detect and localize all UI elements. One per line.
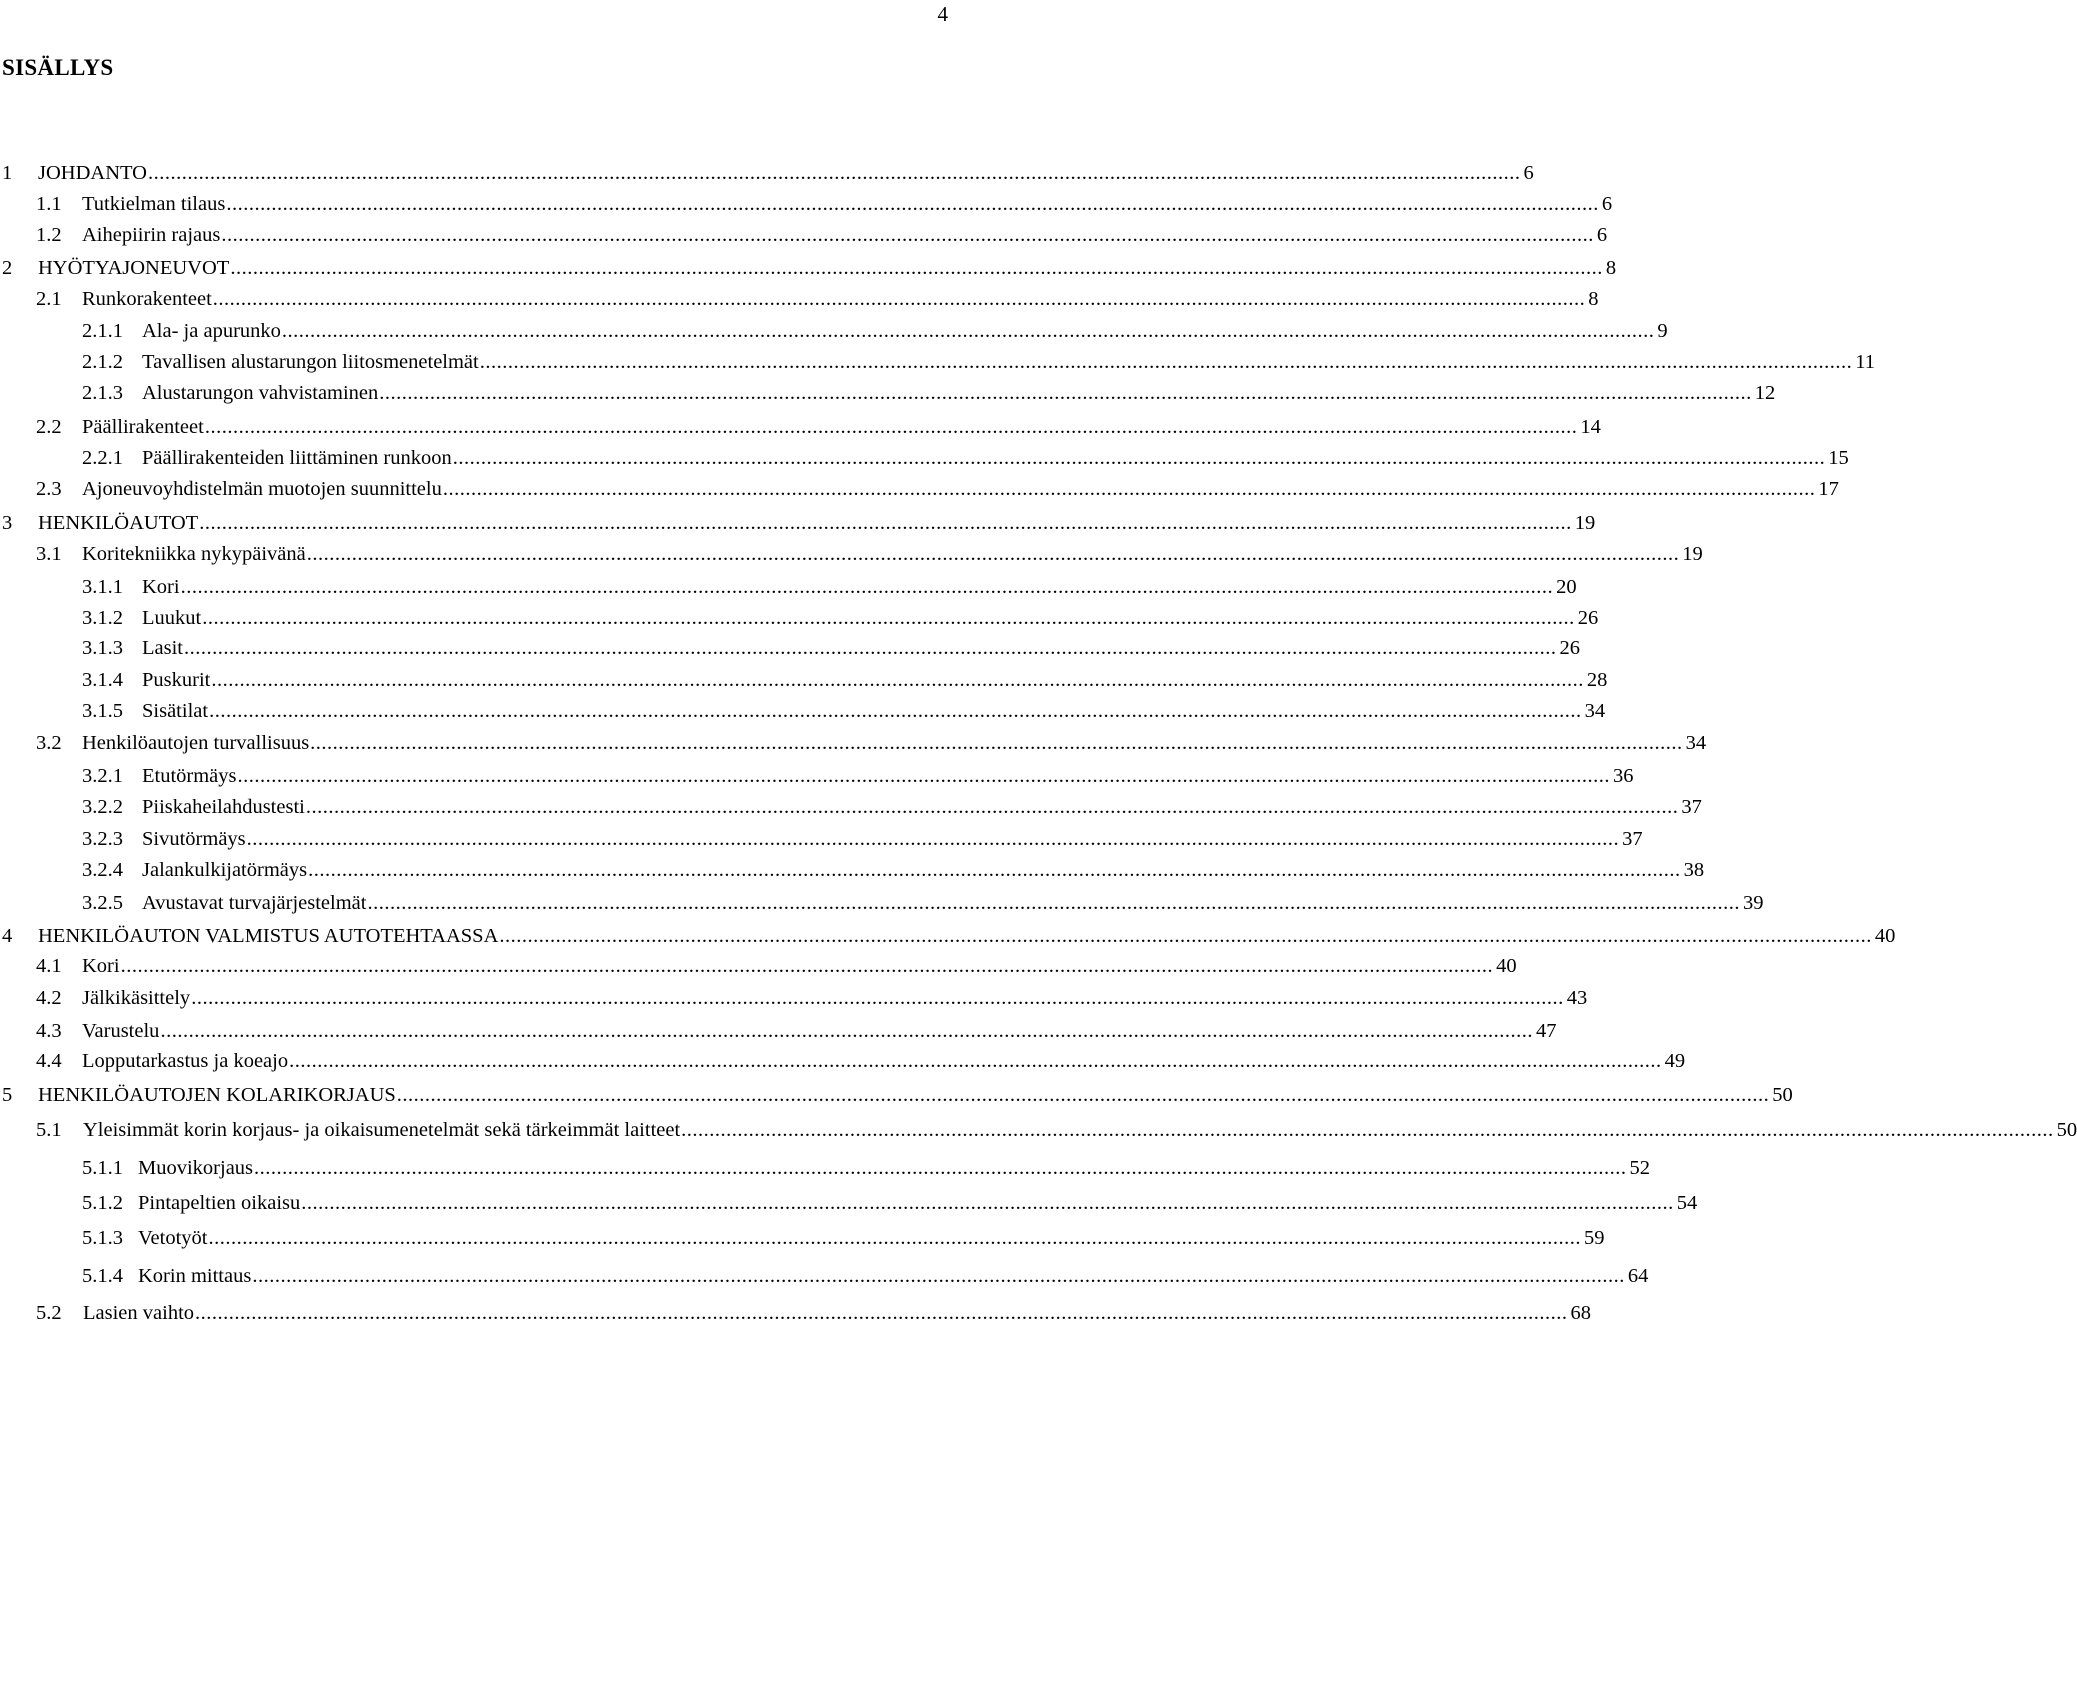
toc-entry-page: 6 bbox=[1601, 193, 1613, 215]
toc-entry-page: 11 bbox=[1855, 351, 1875, 373]
toc-entry-page: 40 bbox=[1874, 925, 1896, 947]
toc-entry-title: Henkilöautojen turvallisuus bbox=[82, 732, 310, 754]
toc-entry-leader-dots: .................................................................................................................................................................................................................................................... bbox=[254, 1157, 1627, 1179]
toc-entry-page: 19 bbox=[1682, 543, 1703, 565]
toc-entry-page: 8 bbox=[1605, 257, 1617, 279]
toc-entry-leader-dots: .................................................................................................................................................................................................................................................... bbox=[289, 1050, 1662, 1072]
toc-entry-page: 68 bbox=[1570, 1302, 1592, 1324]
toc-entry-number: 3.2 bbox=[36, 732, 62, 754]
toc-entry-leader-dots: .................................................................................................................................................................................................................................................... bbox=[160, 1020, 1533, 1042]
toc-entry-page: 37 bbox=[1622, 828, 1643, 850]
toc-entry-leader-dots: .................................................................................................................................................................................................................................................... bbox=[452, 447, 1826, 469]
toc-entry-number: 4 bbox=[2, 925, 13, 947]
toc-entry-title: Pintapeltien oikaisu bbox=[138, 1192, 301, 1214]
toc-entry-leader-dots: .................................................................................................................................................................................................................................................... bbox=[221, 224, 1594, 246]
toc-entry-page: 26 bbox=[1577, 607, 1599, 629]
toc-entry-number: 4.2 bbox=[36, 987, 62, 1009]
toc-entry bbox=[82, 1223, 1605, 1253]
toc-entry-leader-dots: .................................................................................................................................................................................................................................................... bbox=[379, 382, 1752, 404]
toc-entry-title: Lopputarkastus ja koeajo bbox=[82, 1050, 289, 1072]
toc-entry bbox=[82, 1261, 1649, 1291]
toc-entry-page: 37 bbox=[1681, 796, 1702, 818]
toc-entry-leader-dots: .................................................................................................................................................................................................................................................... bbox=[212, 288, 1586, 310]
toc-entry-leader-dots: .................................................................................................................................................................................................................................................... bbox=[204, 416, 1578, 438]
toc-entry bbox=[36, 1298, 1592, 1328]
toc-entry bbox=[36, 284, 1599, 314]
toc-entry-number: 5.1.1 bbox=[82, 1157, 123, 1179]
toc-entry-page: 64 bbox=[1627, 1265, 1649, 1287]
toc-entry-title: Lasien vaihto bbox=[83, 1302, 195, 1324]
toc-entry bbox=[82, 603, 1599, 633]
toc-entry-title: Päällirakenteiden liittäminen runkoon bbox=[142, 447, 452, 469]
toc-entry-title: Koritekniikka nykypäivänä bbox=[82, 543, 306, 565]
toc-entry bbox=[82, 888, 1764, 918]
toc-entry-leader-dots: .................................................................................................................................................................................................................................................... bbox=[147, 162, 1521, 184]
toc-entry-number: 5.1.3 bbox=[82, 1227, 123, 1249]
toc-entry-leader-dots: .................................................................................................................................................................................................................................................... bbox=[367, 892, 1740, 914]
toc-entry-title: Yleisimmät korin korjaus- ja oikaisumenetelmät sekä tärkeimmät laitteet bbox=[83, 1119, 681, 1141]
toc-entry-title: Ajoneuvoyhdistelmän muotojen suunnittelu bbox=[82, 478, 442, 500]
toc-entry-number: 3.1 bbox=[36, 543, 62, 565]
toc-entry bbox=[36, 220, 1608, 250]
toc-entry-title: HYÖTYAJONEUVOT bbox=[38, 257, 230, 279]
toc-entry-number: 1.2 bbox=[36, 224, 62, 246]
toc-entry-number: 5.1 bbox=[36, 1119, 62, 1141]
toc-entry-leader-dots: .................................................................................................................................................................................................................................................... bbox=[442, 478, 1816, 500]
toc-entry bbox=[36, 189, 1613, 219]
toc-entry-title: Luukut bbox=[142, 607, 202, 629]
toc-entry-leader-dots: .................................................................................................................................................................................................................................................... bbox=[305, 796, 1679, 818]
toc-entry bbox=[36, 1115, 2077, 1145]
toc-entry-page: 8 bbox=[1588, 288, 1599, 310]
toc-entry-number: 3.2.4 bbox=[82, 859, 123, 881]
toc-entry-page: 49 bbox=[1664, 1050, 1686, 1072]
toc-entry-number: 3.1.3 bbox=[82, 637, 123, 659]
toc-entry-page: 50 bbox=[1772, 1084, 1793, 1106]
toc-entry-title: Lasit bbox=[142, 637, 183, 659]
toc-entry-title: Jälkikäsittely bbox=[82, 987, 191, 1009]
toc-entry-page: 9 bbox=[1657, 320, 1668, 342]
toc-entry bbox=[36, 983, 1588, 1013]
toc-entry-page: 39 bbox=[1742, 892, 1764, 914]
toc-entry-leader-dots: .................................................................................................................................................................................................................................................... bbox=[211, 669, 1584, 691]
toc-entry-number: 1.1 bbox=[36, 193, 62, 215]
toc-entry-page: 38 bbox=[1683, 859, 1705, 881]
toc-entry-page: 14 bbox=[1580, 416, 1601, 438]
toc-entry-number: 1 bbox=[2, 162, 13, 184]
toc-entry-page: 34 bbox=[1584, 700, 1606, 722]
toc-entry-leader-dots: .................................................................................................................................................................................................................................................... bbox=[191, 987, 1564, 1009]
toc-entry-page: 52 bbox=[1629, 1157, 1651, 1179]
toc-entry-number: 5.2 bbox=[36, 1302, 62, 1324]
toc-entry-title: Korin mittaus bbox=[138, 1265, 252, 1287]
toc-entry-page: 6 bbox=[1596, 224, 1608, 246]
toc-entry-number: 2.2 bbox=[36, 416, 62, 438]
toc-entry-title: Kori bbox=[82, 955, 120, 977]
toc-entry-page: 28 bbox=[1586, 669, 1608, 691]
toc-entry-title: Jalankulkijatörmäys bbox=[142, 859, 308, 881]
toc-entry-leader-dots: .................................................................................................................................................................................................................................................... bbox=[226, 193, 1599, 215]
toc-entry-leader-dots: .................................................................................................................................................................................................................................................... bbox=[252, 1265, 1625, 1287]
toc-entry bbox=[36, 951, 1517, 981]
toc-entry bbox=[82, 1153, 1651, 1183]
toc-entry-number: 5.1.4 bbox=[82, 1265, 123, 1287]
toc-entry-leader-dots: .................................................................................................................................................................................................................................................... bbox=[195, 1302, 1568, 1324]
toc-entry-leader-dots: .................................................................................................................................................................................................................................................... bbox=[184, 637, 1557, 659]
toc-entry bbox=[36, 539, 1703, 569]
toc-entry-page: 47 bbox=[1535, 1020, 1557, 1042]
toc-entry bbox=[82, 824, 1643, 854]
toc-entry-title: Kori bbox=[142, 576, 180, 598]
toc-entry-page: 36 bbox=[1613, 765, 1634, 787]
toc-entry-leader-dots: .................................................................................................................................................................................................................................................... bbox=[301, 1192, 1674, 1214]
toc-entry-title: Päällirakenteet bbox=[82, 416, 204, 438]
toc-entry-page: 20 bbox=[1556, 576, 1577, 598]
toc-entry-number: 2.1.1 bbox=[82, 320, 123, 342]
toc-entry-page: 34 bbox=[1685, 732, 1707, 754]
toc-entry-title: Vetotyöt bbox=[138, 1227, 208, 1249]
toc-entry bbox=[36, 412, 1601, 442]
toc-entry bbox=[82, 633, 1580, 663]
toc-entry-leader-dots: .................................................................................................................................................................................................................................................... bbox=[202, 607, 1575, 629]
toc-entry-title: Muovikorjaus bbox=[138, 1157, 254, 1179]
toc-entry bbox=[82, 572, 1577, 602]
toc-entry-number: 4.1 bbox=[36, 955, 62, 977]
toc-entry-number: 4.3 bbox=[36, 1020, 62, 1042]
toc-entry bbox=[2, 158, 1534, 188]
toc-entry-title: Puskurit bbox=[142, 669, 211, 691]
toc-entry-number: 3.1.1 bbox=[82, 576, 123, 598]
toc-entry-leader-dots: .................................................................................................................................................................................................................................................... bbox=[209, 700, 1582, 722]
toc-entry-title: Varustelu bbox=[82, 1020, 160, 1042]
toc-entry-number: 2.1.2 bbox=[82, 351, 123, 373]
toc-entry bbox=[82, 696, 1606, 726]
toc-entry-title: Ala- ja apurunko bbox=[142, 320, 281, 342]
toc-entry-number: 3.2.2 bbox=[82, 796, 123, 818]
toc-entry-page: 54 bbox=[1676, 1192, 1698, 1214]
toc-entry bbox=[2, 253, 1617, 283]
toc-entry-leader-dots: .................................................................................................................................................................................................................................................... bbox=[208, 1227, 1581, 1249]
toc-entry-leader-dots: .................................................................................................................................................................................................................................................... bbox=[681, 1119, 2054, 1141]
toc-entry-number: 2.1.3 bbox=[82, 382, 123, 404]
toc-entry-page: 43 bbox=[1566, 987, 1588, 1009]
toc-entry-leader-dots: .................................................................................................................................................................................................................................................... bbox=[479, 351, 1853, 373]
toc-entry-page: 59 bbox=[1583, 1227, 1605, 1249]
toc-entry-leader-dots: .................................................................................................................................................................................................................................................... bbox=[306, 543, 1680, 565]
toc-entry bbox=[82, 1188, 1698, 1218]
toc-entry-leader-dots: .................................................................................................................................................................................................................................................... bbox=[396, 1084, 1770, 1106]
toc-entry-leader-dots: .................................................................................................................................................................................................................................................... bbox=[281, 320, 1655, 342]
toc-entry-number: 2.2.1 bbox=[82, 447, 123, 469]
toc-entry bbox=[82, 665, 1608, 695]
toc-entry-number: 3.1.4 bbox=[82, 669, 123, 691]
toc-entry-page: 15 bbox=[1828, 447, 1849, 469]
toc-entry-page: 6 bbox=[1523, 162, 1534, 184]
toc-entry-leader-dots: .................................................................................................................................................................................................................................................... bbox=[230, 257, 1603, 279]
toc-entry-title: HENKILÖAUTON VALMISTUS AUTOTEHTAASSA bbox=[38, 925, 499, 947]
toc-entry-number: 3.1.5 bbox=[82, 700, 123, 722]
toc-entry-leader-dots: .................................................................................................................................................................................................................................................... bbox=[120, 955, 1494, 977]
toc-entry-page: 40 bbox=[1496, 955, 1517, 977]
toc-entry-leader-dots: .................................................................................................................................................................................................................................................... bbox=[310, 732, 1683, 754]
toc-entry-title: Tutkielman tilaus bbox=[82, 193, 226, 215]
toc-entry-title: Tavallisen alustarungon liitosmenetelmät bbox=[142, 351, 479, 373]
toc-entry-number: 5.1.2 bbox=[82, 1192, 123, 1214]
toc-entry-number: 3 bbox=[2, 512, 13, 534]
toc-entry-title: Piiskaheilahdustesti bbox=[142, 796, 305, 818]
toc-entry-page: 12 bbox=[1754, 382, 1776, 404]
toc-entry bbox=[2, 1080, 1793, 1110]
toc-entry-title: Alustarungon vahvistaminen bbox=[142, 382, 379, 404]
toc-entry bbox=[36, 1046, 1686, 1076]
toc-entry bbox=[82, 761, 1634, 791]
toc-entry-title: Sisätilat bbox=[142, 700, 209, 722]
toc-entry-number: 3.2.5 bbox=[82, 892, 123, 914]
toc-entry-title: Avustavat turvajärjestelmät bbox=[142, 892, 367, 914]
toc-entry-leader-dots: .................................................................................................................................................................................................................................................... bbox=[237, 765, 1611, 787]
toc-entry bbox=[82, 855, 1705, 885]
toc-entry-page: 50 bbox=[2056, 1119, 2077, 1141]
toc-entry-number: 2.3 bbox=[36, 478, 62, 500]
toc-entry-title: Etutörmäys bbox=[142, 765, 237, 787]
toc-entry-number: 3.2.1 bbox=[82, 765, 123, 787]
toc-entry bbox=[82, 378, 1776, 408]
toc-entry bbox=[36, 728, 1707, 758]
toc-entry-number: 3.1.2 bbox=[82, 607, 123, 629]
toc-entry bbox=[82, 443, 1849, 473]
toc-entry bbox=[36, 474, 1839, 504]
toc-entry-page: 26 bbox=[1559, 637, 1580, 659]
page-number: 4 bbox=[937, 2, 948, 26]
toc-entry-title: Aihepiirin rajaus bbox=[82, 224, 221, 246]
toc-entry bbox=[2, 508, 1596, 538]
toc-entry bbox=[82, 316, 1668, 346]
toc-entry-number: 4.4 bbox=[36, 1050, 62, 1072]
toc-entry-title: HENKILÖAUTOT bbox=[38, 512, 199, 534]
toc-entry bbox=[82, 792, 1702, 822]
toc-entry-leader-dots: .................................................................................................................................................................................................................................................... bbox=[180, 576, 1554, 598]
toc-entry-number: 5 bbox=[2, 1084, 13, 1106]
toc-entry-leader-dots: .................................................................................................................................................................................................................................................... bbox=[499, 925, 1872, 947]
toc-entry bbox=[82, 347, 1875, 377]
toc-entry-leader-dots: .................................................................................................................................................................................................................................................... bbox=[199, 512, 1572, 534]
toc-entry-title: JOHDANTO bbox=[38, 162, 147, 184]
toc-entry-page: 19 bbox=[1574, 512, 1596, 534]
toc-entry-leader-dots: .................................................................................................................................................................................................................................................... bbox=[308, 859, 1681, 881]
toc-entry-leader-dots: .................................................................................................................................................................................................................................................... bbox=[246, 828, 1620, 850]
toc-entry bbox=[36, 1016, 1557, 1046]
toc-entry-number: 2.1 bbox=[36, 288, 62, 310]
toc-entry bbox=[2, 921, 1896, 951]
page-title: SISÄLLYS bbox=[2, 55, 114, 80]
toc-entry-number: 3.2.3 bbox=[82, 828, 123, 850]
toc-entry-number: 2 bbox=[2, 257, 13, 279]
toc-entry-page: 17 bbox=[1818, 478, 1839, 500]
toc-entry-title: Sivutörmäys bbox=[142, 828, 246, 850]
toc-entry-title: Runkorakenteet bbox=[82, 288, 212, 310]
toc-entry-title: HENKILÖAUTOJEN KOLARIKORJAUS bbox=[38, 1084, 396, 1106]
